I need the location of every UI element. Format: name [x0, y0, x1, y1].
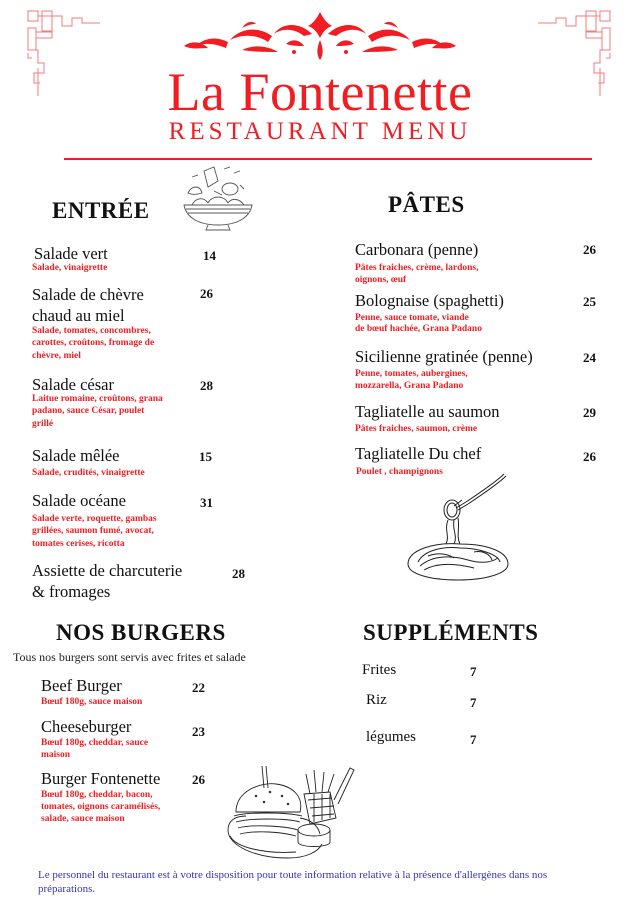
burger-fries-illustration	[226, 764, 356, 860]
burger-item-name: Beef Burger	[41, 676, 122, 695]
pates-item-desc: Penne, tomates, aubergines,	[355, 369, 468, 379]
pates-item-desc: Pâtes fraiches, crème, lardons,	[355, 263, 479, 273]
pates-item-price: 26	[583, 242, 596, 257]
entree-item-desc-line2: padano, sauce César, poulet	[32, 406, 145, 416]
pates-item-desc-line2: mozzarella, Grana Padano	[355, 381, 464, 391]
allergen-notice	[38, 868, 608, 896]
pates-item-name: Tagliatelle Du chef	[355, 444, 482, 463]
entree-item-desc-line3: grillé	[32, 419, 54, 429]
entree-item-name: Salade césar	[32, 375, 114, 394]
pates-item-desc-line2: oignons, œuf	[355, 275, 407, 285]
burger-item-desc-line2: tomates, oignons caramélisés,	[41, 802, 161, 812]
burger-item-price: 26	[192, 772, 205, 787]
entree-item-desc: Salade, vinaigrette	[32, 263, 108, 273]
entree-item-price: 28	[232, 566, 245, 581]
pates-item-price: 24	[583, 350, 596, 365]
pates-item-desc: Penne, sauce tomate, viande	[355, 313, 469, 323]
burger-item-desc: Bœuf 180g, cheddar, bacon,	[41, 790, 153, 800]
pates-item-desc: Pâtes fraiches, saumon, crème	[355, 424, 478, 434]
entree-item-desc: Salade verte, roquette, gambas	[32, 514, 157, 524]
pates-item-name: Sicilienne gratinée (penne)	[355, 347, 533, 366]
section-title-entree: ENTRÉE	[52, 198, 150, 223]
entree-item-desc-line2: carottes, croûtons, fromage de	[32, 338, 155, 348]
entree-item-name: Salade de chèvre	[32, 285, 144, 304]
entree-item-desc-line2: grillées, saumon fumé, avocat,	[32, 526, 154, 536]
burger-item-desc: Bœuf 180g, cheddar, sauce	[41, 738, 149, 748]
flourish-ornament-icon	[182, 10, 458, 66]
spaghetti-fork-illustration	[404, 470, 514, 582]
burger-item-name: Burger Fontenette	[41, 769, 161, 788]
entree-item-price: 15	[199, 449, 212, 464]
supplement-item-name: légumes	[366, 729, 416, 745]
entree-item-price: 28	[200, 378, 213, 393]
pates-item-desc-line2: de bœuf hachée, Grana Padano	[355, 324, 482, 334]
entree-item-name-line2: & fromages	[32, 582, 111, 601]
entree-item-name: Assiette de charcuterie	[32, 561, 183, 580]
burger-item-desc-line2: maison	[41, 750, 71, 760]
pates-item-price: 26	[583, 449, 596, 464]
pates-item-name: Tagliatelle au saumon	[355, 402, 500, 421]
entree-item-desc: Laitue romaine, croûtons, grana	[32, 394, 163, 404]
restaurant-subtitle: RESTAURANT MENU	[168, 118, 472, 145]
entree-item-name: Salade océane	[32, 491, 126, 510]
entree-item-price: 26	[200, 286, 213, 301]
entree-item-name: Salade vert	[34, 244, 108, 263]
allergen-notice-line2: préparations.	[38, 883, 96, 895]
burger-item-price: 23	[192, 724, 205, 739]
entree-item-desc: Salade, crudités, vinaigrette	[32, 468, 145, 478]
entree-item-price: 31	[200, 495, 213, 510]
section-title-pates: PÂTES	[388, 192, 465, 217]
entree-item-desc-line3: tomates cerises, ricotta	[32, 539, 125, 549]
entree-item-desc-line3: chèvre, miel	[32, 351, 81, 361]
section-title-supplements: SUPPLÉMENTS	[363, 620, 539, 645]
entree-item-name: Salade mêlée	[32, 446, 120, 465]
header-divider	[64, 158, 592, 160]
entree-item-desc: Salade, tomates, concombres,	[32, 326, 151, 336]
pates-item-name: Carbonara (penne)	[355, 240, 479, 259]
entree-item-name-line2: chaud au miel	[32, 306, 125, 325]
supplement-item-name: Riz	[366, 692, 387, 708]
supplement-item-price: 7	[470, 732, 477, 747]
burgers-note: Tous nos burgers sont servis avec frites et salade	[13, 650, 246, 664]
burger-item-price: 22	[192, 680, 205, 695]
allergen-notice-line1: Le personnel du restaurant est à votre disposition pour toute information relative à la présence d'allergènes dans nos	[38, 869, 548, 881]
pates-item-price: 25	[583, 294, 596, 309]
salad-bowl-illustration	[178, 163, 256, 233]
supplement-item-price: 7	[470, 695, 477, 710]
entree-item-price: 14	[203, 248, 216, 263]
pates-item-price: 29	[583, 405, 596, 420]
pates-item-name: Bolognaise (spaghetti)	[355, 291, 504, 310]
burger-item-desc-line3: salade, sauce maison	[41, 814, 125, 824]
restaurant-title: La Fontenette	[167, 62, 473, 122]
section-title-burgers: NOS BURGERS	[56, 620, 226, 645]
supplement-item-name: Frites	[362, 662, 397, 678]
burger-item-desc: Bœuf 180g, sauce maison	[41, 697, 143, 707]
pates-item-desc: Poulet , champignons	[356, 467, 443, 477]
burger-item-name: Cheeseburger	[41, 717, 132, 736]
supplement-item-price: 7	[470, 664, 477, 679]
